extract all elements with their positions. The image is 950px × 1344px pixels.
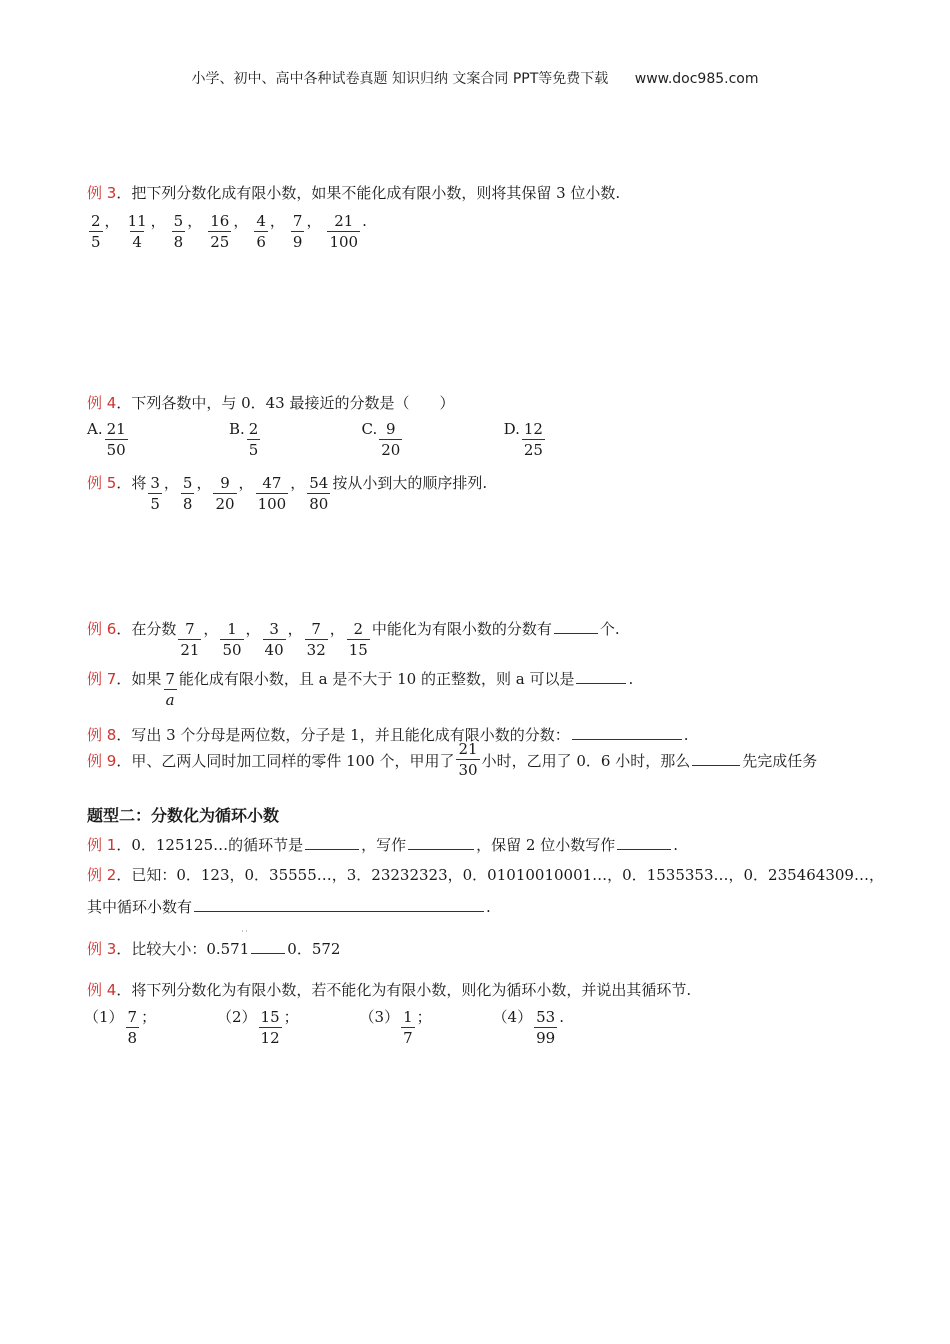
answer-blank[interactable] [572,725,682,740]
fraction: $\frac{7}{21}$ [180,620,200,659]
repeat-dot-icon: ˙˙ [240,930,249,939]
header-text: 小学、初中、高中各种试卷真题 知识归纳 文案合同 PPT等免费下载 [191,71,609,87]
example-9: 例 9 ．甲、乙两人同时加工同样的零件 100 个，甲用了 $\frac{21}{30}$ 小时，乙用了 0．6 小时，那么 先完成任务 [87,740,818,779]
fraction: $\frac{5}{8}$ [173,212,184,251]
example-label: 例 2 [87,866,117,884]
header-site: www.doc985.com [634,71,759,87]
option-c: C. $\frac{9}{20}$ [361,420,401,459]
example-5: 例 5 ．将 $\frac{3}{5}$ ， $\frac{5}{8}$ ， $\frac{9}{20}$ ， $\frac{47}{100}$ ， $\frac{54}{80}$ 按从小到大的顺序排列. [87,474,488,513]
answer-blank[interactable] [251,939,285,954]
fraction: $\frac{4}{6}$ [256,212,266,251]
example-7: 例 7 ．如果 $\frac{7}{a}$ 能化成有限小数，且 a 是不大于 10 的正整数，则 a 可以是 . [87,670,634,709]
example-text: ．把下列分数化成有限小数，如果不能化成有限小数，则将其保留 3 位小数. [116,184,621,202]
example-text: ．下列各数中，与 0．43 最接近的分数是（ ） [116,394,455,412]
example-label: 例 3 [87,940,117,958]
example-8: 例 8 ．写出 3 个分母是两位数，分子是 1，并且能化成有限小数的分数： . [87,726,689,744]
fraction: $\frac{5}{8}$ [182,474,193,513]
fraction: $\frac{21}{30}$ [458,740,478,779]
fraction: $\frac{3}{5}$ [150,474,160,513]
fraction: $\frac{9}{20}$ [215,474,235,513]
example-label: 例 4 [87,394,117,412]
example-label: 例 9 [87,752,117,770]
section2-example-4: 例 4 ．将下列分数化为有限小数，若不能化为有限小数，则化为循环小数，并说出其循环节. [87,981,692,999]
item-4: （4） $\frac{53}{99}$ . [492,1008,564,1047]
example-label: 例 7 [87,670,117,688]
section2-example-2: 例 2 ．已知：0．123，0．35555…，3．23232323，0．01010010001…，0．1535353…，0．235464309…， [87,866,884,884]
item-3: （3） $\frac{1}{7}$ ； [359,1008,432,1047]
answer-blank[interactable] [617,835,671,850]
example-4 [87,392,454,413]
answer-blank[interactable] [554,619,598,634]
option-a: A. $\frac{21}{50}$ [87,420,126,459]
fraction: $\frac{11}{4}$ [127,212,147,251]
fraction: $\frac{7}{9}$ [292,212,303,251]
section2-example-1: 例 1 ．0．125125…的循环节是 ，写作 ，保留 2 位小数写作 . [87,836,679,854]
page-header [0,68,950,88]
item-1: （1） $\frac{7}{8}$ ； [84,1008,157,1047]
fraction: $\frac{7}{32}$ [306,620,326,659]
section2-example-4-items [84,1006,564,1046]
example-3-fractions: $\frac{2}{5}$ ， $\frac{11}{4}$ ， $\frac{5}{8}$ ， $\frac{16}{25}$ ， $\frac{4}{6}$ ， $\frac{7}{9}$ ， $\frac{21}{100}$ . [91,212,367,251]
example-label: 例 8 [87,726,117,744]
repeating-decimal: 0.571 ˙˙ [206,930,250,958]
fraction: $\frac{47}{100}$ [257,474,287,513]
fraction: $\frac{1}{50}$ [222,620,242,659]
fraction: $\frac{2}{15}$ [348,620,368,659]
answer-blank[interactable] [692,751,740,766]
option-b: B. $\frac{2}{5}$ [228,420,259,459]
example-label: 例 1 [87,836,117,854]
answer-blank[interactable] [305,835,359,850]
item-2: （2） $\frac{15}{12}$ ； [217,1008,299,1047]
example-4-options [87,420,547,458]
example-label: 例 4 [87,981,117,999]
fraction: $\frac{16}{25}$ [210,212,230,251]
fraction: $\frac{21}{100}$ [329,212,359,251]
fraction: $\frac{7}{a}$ [165,670,175,709]
example-label: 例 6 [87,620,117,638]
example-label: 例 3 [87,184,117,202]
example-6: 例 6 ．在分数 $\frac{7}{21}$ ， $\frac{1}{50}$ ， $\frac{3}{40}$ ， $\frac{7}{32}$ ， $\frac{2}{15}$ 中能化为有限小数的分数有 个. [87,620,620,659]
example-3 [87,182,620,203]
answer-blank[interactable] [576,669,626,684]
fraction: $\frac{3}{40}$ [264,620,284,659]
answer-blank[interactable] [194,897,484,912]
section2-example-2-line2: 其中循环小数有 . [87,898,491,916]
section2-example-3: 例 3 ．比较大小： 0.571 ˙˙ 0．572 [87,930,341,958]
option-d: D. $\frac{12}{25}$ [503,420,543,459]
fraction: $\frac{2}{5}$ [91,212,101,251]
section-heading: 题型二：分数化为循环小数 [87,806,280,825]
example-label: 例 5 [87,474,117,492]
fraction: $\frac{54}{80}$ [309,474,329,513]
answer-blank[interactable] [408,835,474,850]
